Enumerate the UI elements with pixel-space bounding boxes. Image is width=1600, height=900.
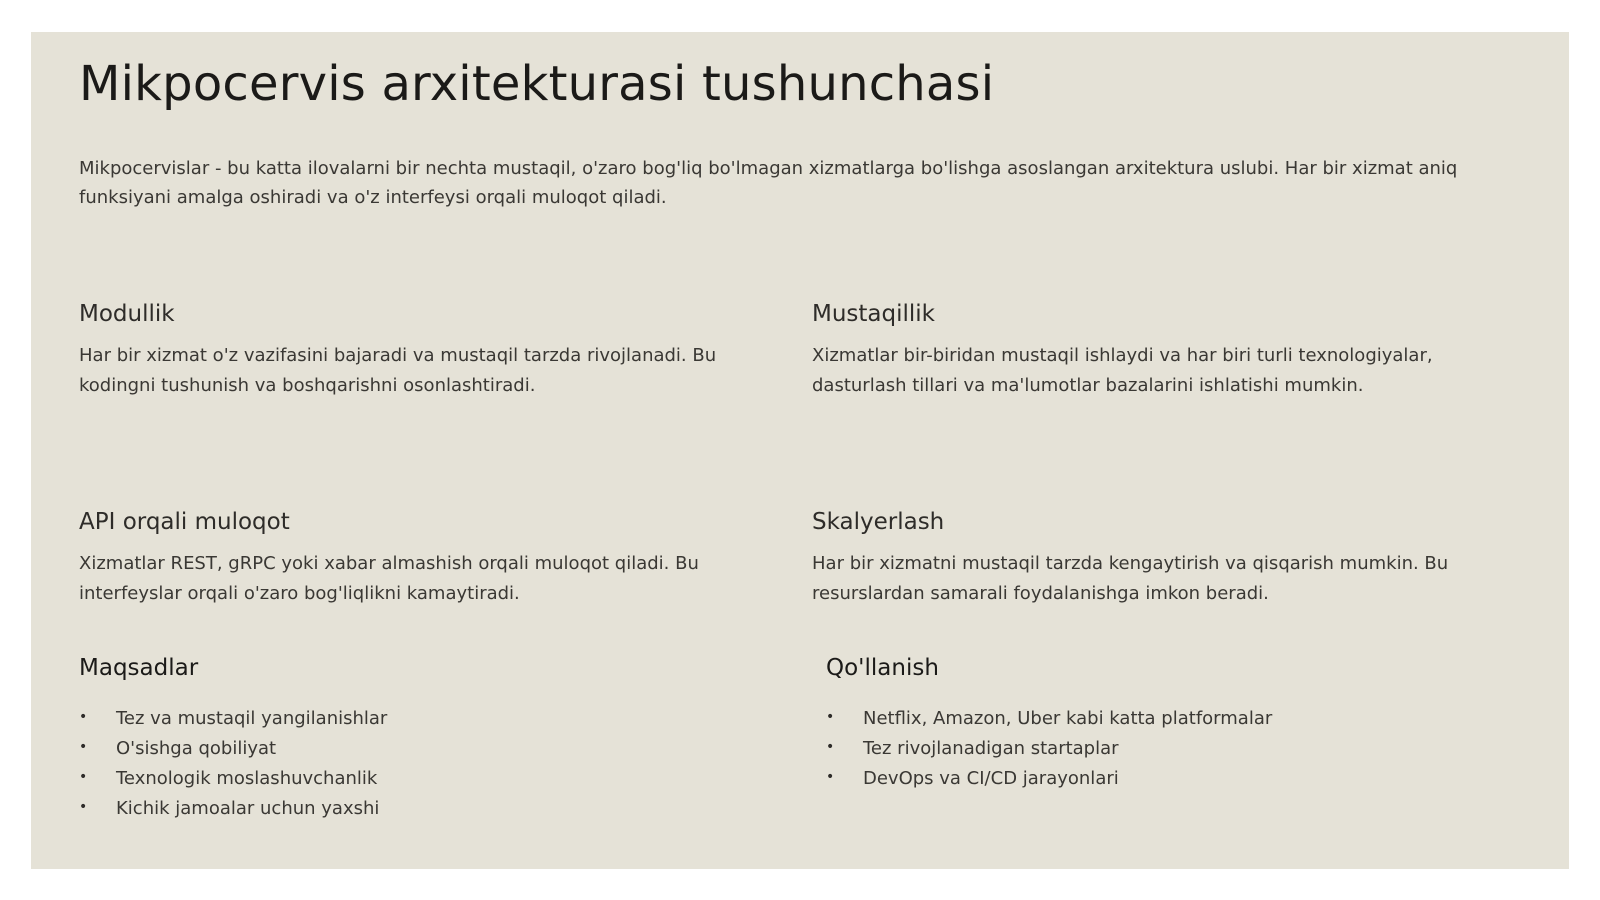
bullet-icon: • (79, 799, 88, 815)
intro-paragraph: Mikpocervislar - bu katta ilovalarni bir nechta mustaqil, o'zaro bog'liq bo'lmagan xizmatlarga bo'lishga asoslangan arxitektura uslubi. Har bir xizmat aniq funksiyani amalga oshiradi va o'z interfeysi orqali muloqot qiladi. (79, 158, 1458, 208)
card-text: Xizmatlar REST, gRPC yoki xabar almashish orqali muloqot qiladi. Bu interfeyslar orqali o'zaro bog'liqlikni kamaytiradi. (79, 553, 699, 604)
card-heading: Modullik (79, 301, 175, 327)
slide-title: Mikpocervis arxitekturasi tushunchasi (79, 56, 995, 112)
bullet-list (826, 704, 1506, 794)
bullet-list (79, 704, 759, 824)
list-item (826, 734, 1506, 764)
card-heading: Mustaqillik (812, 301, 935, 327)
bullet-icon: • (826, 739, 835, 755)
card-mustaqillik (812, 299, 1492, 401)
list-maqsadlar (79, 653, 759, 824)
bullet-icon: • (826, 709, 835, 725)
list-item-text: O'sishga qobiliyat (116, 738, 277, 759)
list-item-text: Texnologik moslashuvchanlik (116, 768, 378, 789)
card-heading: Skalyerlash (812, 509, 945, 535)
slide (31, 32, 1569, 869)
bullet-icon: • (79, 709, 88, 725)
card-text: Har bir xizmatni mustaqil tarzda kengaytirish va qisqarish mumkin. Bu resurslardan samarali foydalanishga imkon beradi. (812, 553, 1449, 604)
card-skalyerlash (812, 507, 1492, 609)
list-item-text: Tez rivojlanadigan startaplar (863, 738, 1119, 759)
list-item-text: Netflix, Amazon, Uber kabi katta platformalar (863, 708, 1273, 729)
bullet-icon: • (79, 739, 88, 755)
list-item-text: Tez va mustaqil yangilanishlar (116, 708, 388, 729)
list-item (826, 764, 1506, 794)
list-item (826, 704, 1506, 734)
bullet-icon: • (826, 769, 835, 785)
list-item (79, 704, 759, 734)
bullet-icon: • (79, 769, 88, 785)
card-api-muloqot (79, 507, 759, 609)
card-text: Xizmatlar bir-biridan mustaqil ishlaydi va har biri turli texnologiyalar, dasturlash tillari va ma'lumotlar bazalarini ishlatishi mumkin. (812, 345, 1433, 396)
card-text: Har bir xizmat o'z vazifasini bajaradi va mustaqil tarzda rivojlanadi. Bu kodingni tushunish va boshqarishni osonlashtiradi. (79, 345, 717, 396)
card-modullik (79, 299, 759, 401)
list-qollanish (826, 653, 1506, 794)
card-heading: API orqali muloqot (79, 509, 290, 535)
list-item (79, 764, 759, 794)
list-item (79, 794, 759, 824)
list-item (79, 734, 759, 764)
list-heading: Maqsadlar (79, 655, 199, 681)
list-item-text: DevOps va CI/CD jarayonlari (863, 768, 1119, 789)
list-item-text: Kichik jamoalar uchun yaxshi (116, 798, 380, 819)
list-heading: Qo'llanish (826, 655, 939, 681)
